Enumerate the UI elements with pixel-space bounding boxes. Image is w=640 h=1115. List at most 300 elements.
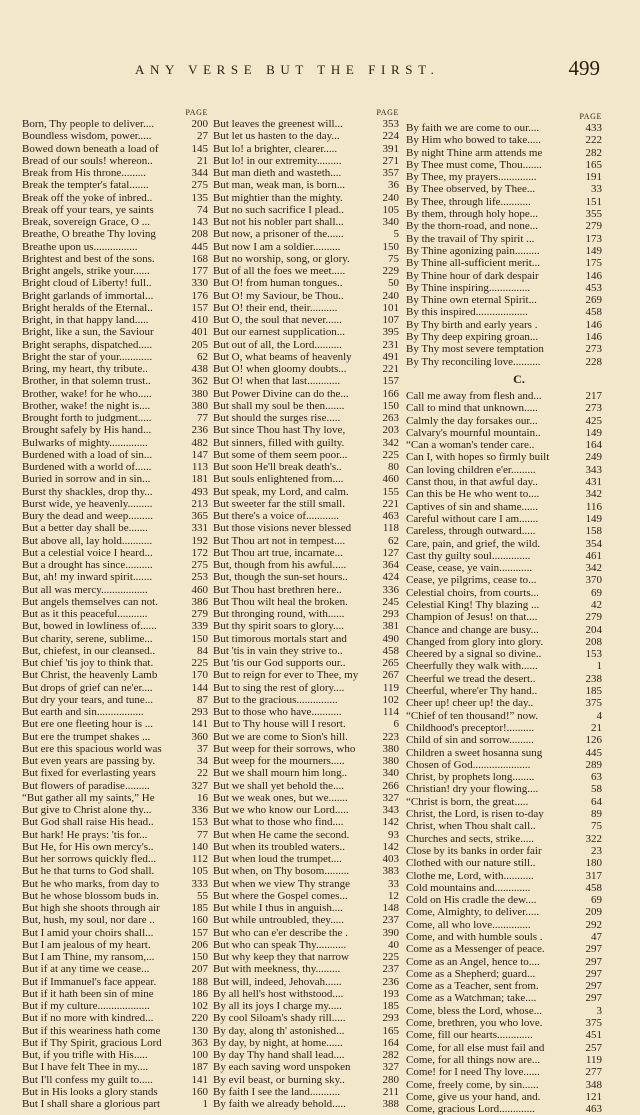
index-entry <box>406 1017 602 1029</box>
first-line-text: Bury the dead and weep......... <box>22 510 154 522</box>
index-entry <box>213 290 399 302</box>
index-entry <box>213 179 399 191</box>
page-reference: 390 <box>382 926 399 939</box>
index-entry <box>22 1074 208 1086</box>
first-line-text: But when, on Thy bosom......... <box>213 865 350 878</box>
first-line-text: But, chiefest, in our cleansed.. <box>22 644 156 657</box>
index-entry <box>213 902 399 914</box>
index-entry <box>213 608 399 620</box>
index-entry <box>406 343 602 355</box>
page-reference: 200 <box>191 118 208 130</box>
first-line-text: But he whose blossom buds in. <box>22 889 159 902</box>
first-line-text: Chance and change are busy... <box>406 623 539 636</box>
index-entry <box>22 302 208 314</box>
first-line-text: Bright seraphs, dispatched..... <box>22 338 153 351</box>
index-entry <box>22 547 208 559</box>
index-entry <box>406 171 602 183</box>
page-reference: 293 <box>382 608 399 620</box>
first-line-text: But O! from human tongues.. <box>213 277 343 290</box>
page-reference: 148 <box>382 902 399 914</box>
page-reference: 224 <box>382 130 399 143</box>
first-line-text: But no such sacrifice I plead.. <box>213 203 345 216</box>
page-reference: 279 <box>191 608 208 620</box>
page-reference: 275 <box>191 179 208 192</box>
first-line-text: But now I am a soldier.......... <box>213 240 341 253</box>
entry-list <box>22 118 208 1110</box>
first-line-text: But dry your tears, and tune... <box>22 693 154 706</box>
index-entry <box>22 584 208 596</box>
page-reference: 77 <box>197 412 208 424</box>
page-reference: 140 <box>191 840 208 853</box>
index-entry <box>213 547 399 559</box>
page-reference: 203 <box>382 424 399 437</box>
page-reference: 146 <box>585 331 602 344</box>
page-reference: 6 <box>393 718 399 731</box>
page-reference: 16 <box>197 791 208 804</box>
page-reference: 153 <box>191 816 208 829</box>
page-reference: 160 <box>191 914 208 927</box>
first-line-text: But, bowed in lowliness of...... <box>22 620 157 633</box>
index-entry <box>213 963 399 975</box>
page-reference: 493 <box>191 485 208 498</box>
page-reference: 327 <box>382 1061 399 1074</box>
first-line-text: But if my culture................... <box>22 1000 150 1012</box>
page-reference: 149 <box>585 244 602 257</box>
page-reference: 322 <box>585 832 602 845</box>
page-reference: 289 <box>585 758 602 771</box>
first-line-text: By cool Siloam's shady rill..... <box>213 1012 346 1025</box>
page-reference: 463 <box>382 510 399 522</box>
page-reference: 141 <box>191 1073 208 1086</box>
first-line-text: But I amid your choirs shall... <box>22 926 154 939</box>
index-entry <box>22 865 208 877</box>
first-line-text: But I have felt Thee in my.... <box>22 1061 149 1074</box>
first-line-text: But Thou hast brethren here.. <box>213 583 342 596</box>
first-line-text: Cheerfully they walk with...... <box>406 660 538 673</box>
page-reference: 21 <box>591 721 602 734</box>
page-reference: 180 <box>585 857 602 870</box>
index-entry <box>22 559 208 571</box>
first-line-text: Bring, my heart, thy tribute.. <box>22 363 148 375</box>
page-reference: 172 <box>191 546 208 559</box>
page-reference: 75 <box>388 252 399 265</box>
page-reference: 461 <box>585 549 602 562</box>
page-reference: 74 <box>197 203 208 216</box>
first-line-text: Champion of Jesus! on that.... <box>406 611 538 624</box>
index-entry <box>22 437 208 449</box>
index-entry <box>22 388 208 400</box>
first-line-text: But will, indeed, Jehovah...... <box>213 975 342 988</box>
entry-list <box>406 122 602 1115</box>
page-reference: 342 <box>382 436 399 449</box>
index-entry <box>406 697 602 709</box>
index-entry <box>406 196 602 208</box>
first-line-text: But our earnest supplication... <box>213 326 345 339</box>
page-reference: 126 <box>585 734 602 747</box>
index-entry <box>406 673 602 685</box>
index-entry <box>406 501 602 513</box>
index-entry <box>406 538 602 550</box>
entry-list <box>213 118 399 1110</box>
page-reference: 142 <box>382 840 399 853</box>
page-reference: 165 <box>585 158 602 171</box>
page-reference: 267 <box>382 669 399 682</box>
index-entry <box>213 1025 399 1037</box>
first-line-text: But I'll confess my guilt to..... <box>22 1073 153 1086</box>
index-entry <box>22 461 208 473</box>
first-line-text: But we are come to Sion's hill. <box>213 730 348 743</box>
page-reference: 238 <box>585 672 602 685</box>
index-entry <box>406 525 602 537</box>
page-reference: 375 <box>585 1017 602 1030</box>
index-entry <box>213 645 399 657</box>
page-reference: 105 <box>191 865 208 878</box>
page-reference: 221 <box>382 363 399 375</box>
page-reference: 150 <box>191 632 208 645</box>
index-entry <box>213 522 399 534</box>
index-entry <box>22 682 208 694</box>
index-entry <box>406 208 602 220</box>
first-line-text: Buried in sorrow and in sin... <box>22 473 151 486</box>
page-reference: 282 <box>585 146 602 159</box>
first-line-text: Cheer up! cheer up! the day.. <box>406 697 534 710</box>
index-entry <box>22 535 208 547</box>
index-entry <box>406 159 602 171</box>
first-line-text: Bowed down beneath a load of <box>22 142 159 155</box>
page-reference: 89 <box>591 808 602 821</box>
index-entry <box>22 449 208 461</box>
index-entry <box>22 657 208 669</box>
first-line-text: Come, bless the Lord, whose... <box>406 1004 542 1017</box>
page-reference: 375 <box>585 697 602 710</box>
first-line-text: But while I thus in anguish.... <box>213 902 343 914</box>
page-reference: 381 <box>382 620 399 633</box>
page-reference: 168 <box>191 252 208 265</box>
first-line-text: But lo! in our extremity......... <box>213 154 342 167</box>
index-entry <box>406 476 602 488</box>
first-line-text: But let us hasten to the day... <box>213 130 340 143</box>
first-line-text: By them, through holy hope... <box>406 208 538 221</box>
first-line-text: But if no more with kindred... <box>22 1012 154 1025</box>
page-reference: 116 <box>585 500 602 513</box>
page-reference: 144 <box>191 681 208 694</box>
first-line-text: But Christ, the heavenly Lamb <box>22 669 158 682</box>
page-reference: 149 <box>585 426 602 439</box>
index-entry <box>213 375 399 387</box>
first-line-text: By the thorn-road, and none... <box>406 220 538 233</box>
page-reference: 127 <box>382 546 399 559</box>
page-reference: 102 <box>191 1000 208 1012</box>
index-entry <box>213 1012 399 1024</box>
page-reference: 170 <box>191 669 208 682</box>
index-entry <box>213 486 399 498</box>
page-reference: 143 <box>191 216 208 228</box>
page-reference: 62 <box>197 350 208 363</box>
index-entry <box>406 451 602 463</box>
page-reference: 112 <box>191 853 208 865</box>
first-line-text: But who can speak Thy........... <box>213 938 347 951</box>
index-entry <box>213 510 399 522</box>
page-reference: 146 <box>585 269 602 282</box>
index-entry <box>213 351 399 363</box>
index-entry <box>22 767 208 779</box>
first-line-text: But to the gracious............... <box>213 693 338 706</box>
index-entry <box>406 562 602 574</box>
page-reference: 279 <box>585 220 602 233</box>
index-entry <box>22 155 208 167</box>
first-line-text: By Him who bowed to take..... <box>406 134 542 147</box>
first-line-text: But even years are passing by. <box>22 755 156 767</box>
first-line-text: But chief 'tis joy to think that. <box>22 657 154 669</box>
first-line-text: Cheerful, where'er Thy hand.. <box>406 685 538 698</box>
index-entry <box>213 927 399 939</box>
index-entry <box>406 439 602 451</box>
index-entry <box>22 204 208 216</box>
index-entry <box>406 415 602 427</box>
index-entry <box>406 833 602 845</box>
index-entry <box>213 584 399 596</box>
page-reference: 27 <box>197 130 208 143</box>
page-reference: 207 <box>191 963 208 976</box>
index-entry <box>406 611 602 623</box>
first-line-text: But speak, my Lord, and calm. <box>213 485 349 498</box>
index-entry <box>406 943 602 955</box>
page-reference: 62 <box>388 534 399 547</box>
page-reference: 445 <box>191 240 208 253</box>
index-entry <box>22 216 208 228</box>
first-line-text: But while untroubled, they..... <box>213 914 344 927</box>
index-entry <box>213 424 399 436</box>
page-reference: 433 <box>585 122 602 134</box>
page-reference: 297 <box>585 943 602 956</box>
index-entry <box>406 257 602 269</box>
first-line-text: But fixed for everlasting years <box>22 767 156 780</box>
index-entry <box>406 759 602 771</box>
index-entry <box>213 1000 399 1012</box>
first-line-text: Chosen of God..................... <box>406 758 531 771</box>
first-line-text: But, hush, my soul, nor dare .. <box>22 914 155 927</box>
page-reference: 327 <box>191 779 208 792</box>
first-line-text: By Thy reconciling love.......... <box>406 355 541 368</box>
index-entry <box>213 1086 399 1098</box>
page-reference: 213 <box>191 497 208 510</box>
first-line-text: Breathe, O breathe Thy loving <box>22 228 156 241</box>
index-entry <box>406 734 602 746</box>
page-reference: 327 <box>382 791 399 804</box>
index-entry <box>22 486 208 498</box>
first-line-text: Come, for all things now are... <box>406 1053 541 1066</box>
page-reference: 236 <box>382 975 399 988</box>
index-entry <box>22 853 208 865</box>
page-reference: 119 <box>382 681 399 694</box>
first-line-text: Clothed with our nature still.. <box>406 857 536 870</box>
page-reference: 340 <box>382 767 399 780</box>
index-entry <box>22 780 208 792</box>
page-reference: 266 <box>382 779 399 792</box>
index-entry <box>213 914 399 926</box>
first-line-text: But, though from his awful..... <box>213 559 347 571</box>
index-entry <box>22 902 208 914</box>
page-reference: 205 <box>191 338 208 351</box>
index-entry <box>213 228 399 240</box>
page-reference: 40 <box>388 938 399 951</box>
page-reference: 80 <box>388 461 399 473</box>
page-reference: 225 <box>191 657 208 669</box>
index-entry <box>22 290 208 302</box>
first-line-text: “Can a woman's tender care.. <box>406 439 535 452</box>
first-line-text: Come! for I need Thy love...... <box>406 1066 540 1079</box>
index-entry <box>22 351 208 363</box>
page-reference: 282 <box>382 1049 399 1061</box>
first-line-text: Bright cloud of Liberty! full.. <box>22 277 152 290</box>
page-reference: 166 <box>382 387 399 400</box>
page-reference: 185 <box>382 1000 399 1012</box>
page-reference: 192 <box>191 534 208 547</box>
first-line-text: But, though the sun-set hours.. <box>213 571 348 584</box>
first-line-text: Cease, cease, ye vain............ <box>406 562 533 575</box>
index-entry <box>406 857 602 869</box>
first-line-text: Cold mountains and............. <box>406 881 531 894</box>
first-line-text: Bright, like a sun, the Saviour <box>22 326 154 339</box>
index-entry <box>22 375 208 387</box>
page-reference: 333 <box>191 877 208 890</box>
first-line-text: Breathe upon us................ <box>22 240 138 253</box>
first-line-text: But no worship, song, or glory. <box>213 252 350 265</box>
first-line-text: But there's a voice of............ <box>213 510 340 522</box>
index-entry <box>406 134 602 146</box>
first-line-text: But we who know our Lord..... <box>213 804 349 816</box>
first-line-text: Celestial choirs, from courts... <box>406 586 539 599</box>
page-reference: 228 <box>585 355 602 368</box>
index-entry <box>213 461 399 473</box>
page-reference: 175 <box>585 257 602 270</box>
first-line-text: Come as a Messenger of peace. <box>406 943 545 956</box>
first-line-text: Come, for all else must fail and <box>406 1041 545 1054</box>
first-line-text: But in His looks a glory stands <box>22 1085 158 1098</box>
page-reference: 58 <box>591 783 602 796</box>
page-reference: 93 <box>388 828 399 841</box>
page-reference: 391 <box>382 142 399 155</box>
first-line-text: By Thine inspiring............... <box>406 281 531 294</box>
index-entry <box>213 253 399 265</box>
index-entry <box>213 155 399 167</box>
first-line-text: Brightest and best of the sons. <box>22 252 155 265</box>
index-entry <box>213 792 399 804</box>
first-line-text: By evil beast, or burning sky.. <box>213 1073 345 1086</box>
index-entry <box>213 853 399 865</box>
first-line-text: Burst wide, ye heavenly......... <box>22 497 153 510</box>
page-reference: 173 <box>585 232 602 245</box>
page-reference: 339 <box>191 620 208 633</box>
page-reference: 482 <box>191 436 208 449</box>
page-reference: 360 <box>191 730 208 743</box>
index-entry <box>213 363 399 375</box>
first-line-text: But he who marks, from day to <box>22 877 160 890</box>
first-line-text: But O, what beams of heavenly <box>213 350 352 363</box>
index-entry <box>213 559 399 571</box>
first-line-text: Celestial King! Thy blazing ... <box>406 598 540 611</box>
index-entry <box>213 1061 399 1073</box>
page-reference: 105 <box>382 203 399 216</box>
index-entry <box>406 796 602 808</box>
page-reference: 317 <box>585 869 602 882</box>
index-entry <box>213 1074 399 1086</box>
index-entry <box>213 620 399 632</box>
first-line-text: But if Thy Spirit, gracious Lord <box>22 1036 162 1049</box>
first-line-text: Come, all who love.............. <box>406 918 531 931</box>
first-line-text: By Thy deep expiring groan... <box>406 331 539 344</box>
index-entry <box>406 294 602 306</box>
page-reference: 240 <box>382 191 399 204</box>
index-entry <box>213 277 399 289</box>
first-line-text: Burdened with a load of sin... <box>22 448 153 461</box>
first-line-text: Bulwarks of mighty.............. <box>22 436 148 449</box>
first-line-text: Break off the yoke of inbred.. <box>22 191 153 204</box>
index-entry <box>213 669 399 681</box>
index-entry <box>406 245 602 257</box>
index-entry <box>213 265 399 277</box>
page-reference: 50 <box>388 277 399 290</box>
index-entry <box>22 179 208 191</box>
index-entry <box>406 513 602 525</box>
index-entry <box>213 865 399 877</box>
index-entry <box>406 747 602 759</box>
page-reference: 363 <box>191 1036 208 1049</box>
page-reference: 150 <box>382 240 399 253</box>
index-entry <box>406 660 602 672</box>
index-entry <box>22 1012 208 1024</box>
first-line-text: But souls enlightened from.... <box>213 473 344 486</box>
index-entry <box>213 192 399 204</box>
index-entry <box>213 302 399 314</box>
first-line-text: “Chief of ten thousand!” now. <box>406 709 539 722</box>
index-entry <box>22 976 208 988</box>
page-reference: 229 <box>382 265 399 277</box>
index-entry <box>22 890 208 902</box>
page-reference: 277 <box>585 1066 602 1079</box>
page-reference: 491 <box>382 350 399 363</box>
first-line-text: But if at any time we cease... <box>22 963 150 976</box>
first-line-text: By faith we already behold..... <box>213 1098 346 1110</box>
first-line-text: By day, by night, at home...... <box>213 1036 343 1049</box>
index-entry <box>22 265 208 277</box>
index-entry <box>213 339 399 351</box>
index-entry <box>213 694 399 706</box>
first-line-text: By Thine hour of dark despair <box>406 269 539 282</box>
page-reference: 343 <box>585 463 602 476</box>
index-entry <box>22 424 208 436</box>
index-entry <box>22 400 208 412</box>
page-reference: 354 <box>585 537 602 550</box>
first-line-text: But man dieth and wasteth.... <box>213 167 342 179</box>
first-line-text: Can loving children e'er......... <box>406 463 536 476</box>
first-line-text: But now, a prisoner of the...... <box>213 228 344 241</box>
index-entry <box>406 220 602 232</box>
first-line-text: But weep for their sorrows, who <box>213 742 356 755</box>
first-line-text: But ere the trumpet shakes ... <box>22 730 151 743</box>
first-line-text: But flowers of paradise......... <box>22 779 150 792</box>
page-reference: 121 <box>585 1090 602 1103</box>
page-reference: 149 <box>585 512 602 525</box>
first-line-text: Come, gracious Lord............. <box>406 1103 535 1115</box>
page-reference: 451 <box>585 1029 602 1042</box>
index-entry <box>406 464 602 476</box>
page-reference: 431 <box>585 476 602 489</box>
first-line-text: But when we view Thy strange <box>213 877 350 890</box>
index-entry <box>22 1000 208 1012</box>
first-line-text: But with meekness, thy......... <box>213 963 341 976</box>
index-entry <box>22 339 208 351</box>
